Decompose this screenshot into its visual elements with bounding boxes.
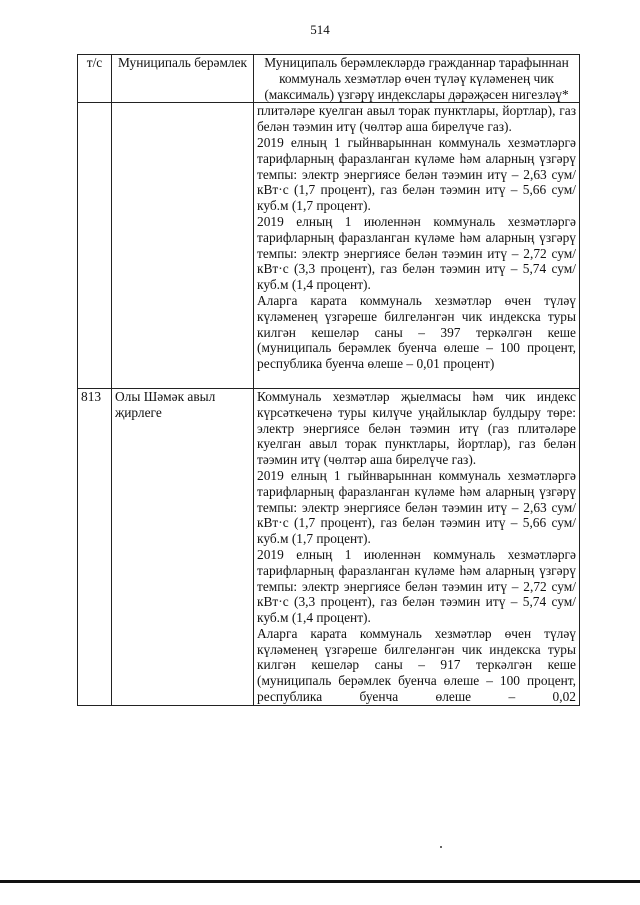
page-bottom-rule: [0, 880, 640, 883]
header-no: т/с: [78, 55, 112, 103]
basis-paragraph: Аларга карата коммуналь хезмәтләр өчен түләү күләменең үзгәреше билгеләнгән чик индекска туры килгән кешеләр саны – 917 теркәлгән кеше (муниципаль берәмлек буенча өлеше – 100 процент, республика буенча өлеше – 0,02: [257, 625, 576, 705]
page-number: 514: [310, 22, 330, 37]
table-row-813: [78, 388, 580, 705]
cell-no: 813: [78, 388, 112, 705]
header-municipality: Муниципаль берәмлек: [112, 55, 254, 103]
cell-no: [78, 103, 112, 389]
basis-paragraph: 2019 елның 1 гыйнварыннан коммуналь хезмәтләргә тарифларның фаразланган күләме һәм аларның үзгәрү темпы: электр энергиясе белән тәэмин итү – 2,63 сум/кВт·с (1,7 процент), газ белән тәэмин итү – 5,66 сум/куб.м (1,7 процент).: [257, 467, 576, 547]
cell-basis: [254, 388, 580, 705]
cell-municipality: [112, 103, 254, 389]
basis-paragraph: 2019 елның 1 июленнән коммуналь хезмәтләргә тарифларның фаразланган күләме һәм аларның үзгәрү темпы: электр энергиясе белән тәэмин итү – 2,72 сум/кВт·с (3,3 процент), газ белән тәэмин итү – 5,74 сум/куб.м (1,4 процент).: [257, 213, 576, 293]
table-header-row: [78, 55, 580, 103]
basis-paragraph: Аларга карата коммуналь хезмәтләр өчен түләү күләменең үзгәреше билгеләнгән чик индекска туры килгән кешеләр саны – 397 теркәлгән кеше (муниципаль берәмлек буенча өлеше – 100 процент, республика буенча өлеше – 0,01 процент): [257, 292, 576, 372]
basis-paragraph: плитәләре куелган авыл торак пунктлары, йортлар), газ белән тәэмин итү (чөлтәр аша бирелүче газ).: [257, 103, 576, 135]
cell-municipality: Олы Шәмәк авыл җирлеге: [112, 388, 254, 705]
basis-paragraph: 2019 елның 1 гыйнварыннан коммуналь хезмәтләргә тарифларның фаразланган күләме һәм аларның үзгәрү темпы: электр энергиясе белән тәэмин итү – 2,63 сум/кВт·с (1,7 процент), газ белән тәэмин итү – 5,66 сум/куб.м (1,7 процент).: [257, 134, 576, 214]
header-basis: Муниципаль берәмлекләрдә гражданнар тарафыннан коммуналь хезмәтләр өчен түләү күләменең чик (максималь) үзгәрү индекслары дәрәҗәсен нигезләү*: [254, 55, 580, 103]
scan-speck: [440, 846, 442, 848]
municipal-index-table: [77, 54, 580, 706]
cell-basis: [254, 103, 580, 389]
basis-paragraph: Коммуналь хезмәтләр җыелмасы һәм чик индекс күрсәткеченә туры килүче уңайлыклар булдыру төре: электр энергиясе белән тәэмин итү (газ плитәләре куелган авыл торак пунктлары, йортлар), газ белән тәэмин итү (чөлтәр аша бирелүче газ).: [257, 388, 576, 468]
basis-paragraph: 2019 елның 1 июленнән коммуналь хезмәтләргә тарифларның фаразланган күләме һәм аларның үзгәрү темпы: электр энергиясе белән тәэмин итү – 2,72 сум/кВт·с (3,3 процент), газ белән тәэмин итү – 5,74 сум/куб.м (1,4 процент).: [257, 546, 576, 626]
table-row-continuation: [78, 103, 580, 389]
